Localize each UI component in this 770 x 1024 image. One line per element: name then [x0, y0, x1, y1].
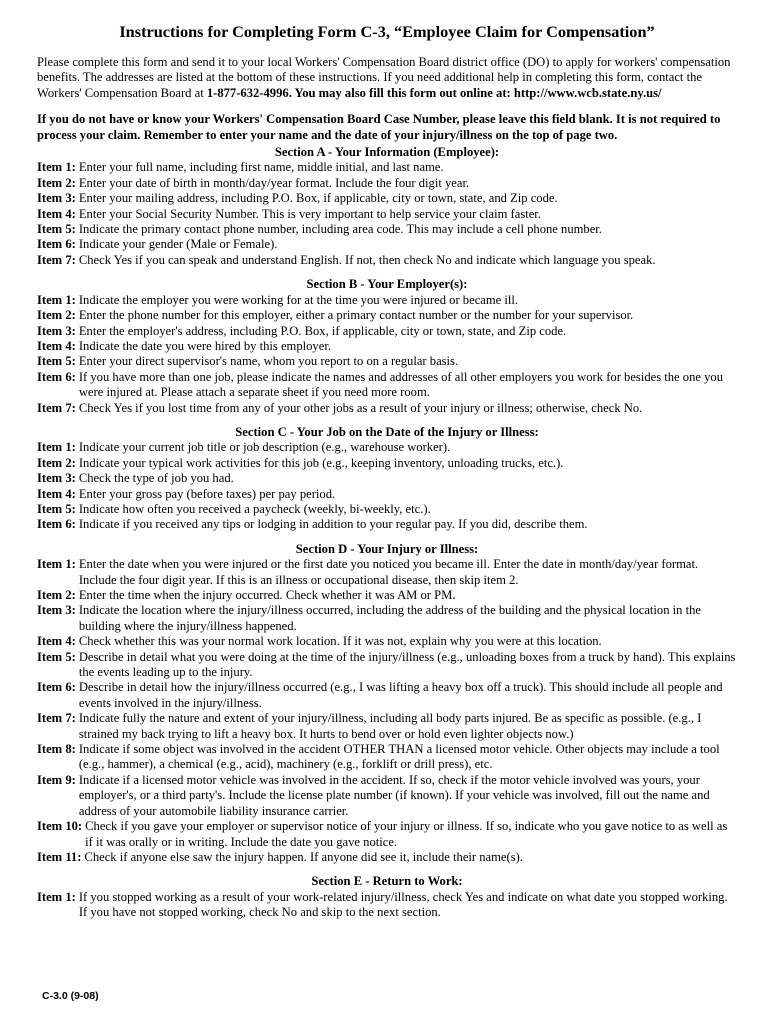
- instruction-item: [37, 487, 737, 502]
- section-c: [37, 425, 737, 533]
- instruction-item: [37, 440, 737, 455]
- item-label: Item 2:: [37, 455, 76, 470]
- instruction-item: [37, 471, 737, 486]
- item-text: Check Yes if you can speak and understand English. If not, then check No and indicate which language you speak.: [78, 252, 656, 267]
- item-label: Item 1:: [37, 440, 76, 455]
- item-text: Check if you gave your employer or supervisor notice of your injury or illness. If so, indicate who you gave notice to as well as if it was orally or in writing. Include the date you gave notice.: [85, 819, 728, 849]
- intro-contact: 1-877-632-4996. You may also fill this form out online at: http://www.wcb.state.ny.us/: [206, 85, 662, 100]
- item-text: Enter your date of birth in month/day/year format. Include the four digit year.: [78, 175, 470, 190]
- instruction-item: [37, 680, 737, 711]
- instruction-item: [37, 207, 737, 222]
- page-title: Instructions for Completing Form C-3, “Employee Claim for Compensation”: [119, 22, 655, 41]
- item-label: Item 4:: [37, 206, 76, 221]
- instruction-item: [37, 293, 737, 308]
- instruction-item: [37, 711, 737, 742]
- item-label: Item 6:: [37, 517, 76, 532]
- instruction-item: [37, 222, 737, 237]
- section-title: Section A - Your Information (Employee):: [274, 145, 500, 160]
- item-label: Item 1:: [37, 557, 76, 572]
- item-text: Indicate if some object was involved in the accident OTHER THAN a licensed motor vehicle. Other objects may include a tool (e.g., hammer), a chemical (e.g., acid), machinery (e.g., forklift or drill press), etc.: [78, 742, 720, 772]
- item-label: Item 8:: [37, 742, 76, 757]
- item-text: Enter your direct supervisor's name, whom you report to on a regular basis.: [78, 354, 459, 369]
- section-title: Section B - Your Employer(s):: [306, 277, 468, 292]
- item-label: Item 9:: [37, 772, 76, 787]
- item-text: If you have more than one job, please indicate the names and addresses of all other employers you work for besides the one you were injured at. Please attach a separate sheet if you need more room.: [78, 369, 724, 400]
- item-text: Enter your full name, including first name, middle initial, and last name.: [78, 160, 444, 175]
- item-text: Indicate how often you received a paycheck (weekly, bi-weekly, etc.).: [78, 501, 431, 516]
- item-label: Item 3:: [37, 191, 76, 206]
- instruction-item: [37, 237, 737, 252]
- instruction-item: [37, 324, 737, 339]
- item-label: Item 7:: [37, 711, 76, 726]
- instruction-item: [37, 650, 737, 681]
- instruction-item: [37, 191, 737, 206]
- instruction-item: [37, 850, 737, 865]
- item-label: Item 11:: [37, 849, 82, 864]
- item-text: Indicate your current job title or job description (e.g., warehouse worker).: [78, 440, 451, 455]
- item-text: Indicate the date you were hired by this employer.: [78, 338, 331, 353]
- instruction-item: [37, 588, 737, 603]
- item-text: Enter your Social Security Number. This is very important to help service your claim faster.: [78, 206, 541, 221]
- item-text: Enter your mailing address, including P.O. Box, if applicable, city or town, state, and Zip code.: [78, 191, 558, 206]
- item-label: Item 6:: [37, 369, 76, 384]
- item-label: Item 5:: [37, 222, 76, 237]
- instruction-item: [37, 502, 737, 517]
- instructions-page: [37, 22, 737, 930]
- item-label: Item 1:: [37, 160, 76, 175]
- item-label: Item 5:: [37, 354, 76, 369]
- item-label: Item 6:: [37, 237, 76, 252]
- sections-container: [37, 145, 737, 921]
- item-label: Item 4:: [37, 634, 76, 649]
- instruction-item: [37, 401, 737, 416]
- item-label: Item 5:: [37, 649, 76, 664]
- item-label: Item 3:: [37, 323, 76, 338]
- item-label: Item 6:: [37, 680, 76, 695]
- item-text: Enter your gross pay (before taxes) per pay period.: [78, 486, 336, 501]
- item-label: Item 5:: [37, 501, 76, 516]
- item-text: Indicate if you received any tips or lodging in addition to your regular pay. If you did, describe them.: [78, 517, 588, 532]
- instruction-item: [37, 557, 737, 588]
- section-title: Section E - Return to Work:: [311, 874, 463, 889]
- section-e: [37, 874, 737, 920]
- item-label: Item 4:: [37, 486, 76, 501]
- item-text: Indicate the location where the injury/illness occurred, including the address of the building and the physical location in the building where the injury/illness happened.: [78, 603, 701, 633]
- item-text: If you stopped working as a result of your work-related injury/illness, check Yes and indicate on what date you stopped working. If you have not stopped working, check No and skip to the next section.: [78, 889, 728, 920]
- instruction-item: [37, 370, 737, 401]
- item-label: Item 4:: [37, 338, 76, 353]
- item-label: Item 1:: [37, 292, 76, 307]
- intro-text: Please complete this form and send it to your local Workers' Compensation Board district office (DO) to apply for workers' compensation benefits. The addresses are listed at the bottom of these instructions. If you need additional help in completing this form, contact the Workers' Compensation Board at: [37, 55, 731, 100]
- section-title: Section D - Your Injury or Illness:: [295, 541, 479, 556]
- instruction-item: [37, 354, 737, 369]
- section-title: Section C - Your Job on the Date of the Injury or Illness:: [235, 424, 539, 439]
- instruction-item: [37, 634, 737, 649]
- section-d: [37, 542, 737, 866]
- instruction-item: [37, 890, 737, 921]
- item-text: Check Yes if you lost time from any of your other jobs as a result of your injury or illness; otherwise, check No.: [78, 400, 643, 415]
- item-text: Check the type of job you had.: [78, 471, 234, 486]
- instruction-item: [37, 176, 737, 191]
- item-label: Item 1:: [37, 889, 76, 904]
- item-label: Item 3:: [37, 471, 76, 486]
- instruction-item: [37, 819, 737, 850]
- item-text: Enter the date when you were injured or the first date you noticed you became ill. Enter the date in month/day/year format. Include the four digit year. If this is an illness or occupational disease, then skip item 2.: [78, 557, 699, 587]
- instruction-item: [37, 253, 737, 268]
- item-label: Item 2:: [37, 175, 76, 190]
- instruction-item: [37, 339, 737, 354]
- form-version-footer: C-3.0 (9-08): [42, 990, 99, 1002]
- item-label: Item 10:: [37, 819, 83, 834]
- item-text: Enter the phone number for this employer, either a primary contact number or the number for your supervisor.: [78, 308, 634, 323]
- instruction-item: [37, 308, 737, 323]
- item-text: Indicate the employer you were working for at the time you were injured or became ill.: [78, 292, 519, 307]
- item-text: Enter the employer's address, including P.O. Box, if applicable, city or town, state, and Zip code.: [78, 323, 567, 338]
- section-b: [37, 277, 737, 416]
- item-text: Check whether this was your normal work location. If it was not, explain why you were at this location.: [78, 634, 602, 649]
- instruction-item: [37, 160, 737, 175]
- instruction-item: [37, 742, 737, 773]
- item-label: Item 3:: [37, 603, 76, 618]
- item-text: Indicate if a licensed motor vehicle was involved in the accident. If so, check if the motor vehicle involved was yours, your employer's, or a third party's. Include the license plate number (if known). If your vehicle was involved, fill out the name and address of your automobile liability insurance carrier.: [78, 772, 710, 818]
- item-text: Indicate your typical work activities for this job (e.g., keeping inventory, unloading trucks, etc.).: [78, 455, 564, 470]
- item-label: Item 2:: [37, 308, 76, 323]
- item-text: Check if anyone else saw the injury happen. If anyone did see it, include their name(s).: [84, 849, 523, 864]
- intro-paragraph: [37, 55, 737, 101]
- item-label: Item 7:: [37, 400, 76, 415]
- instruction-item: [37, 773, 737, 819]
- item-text: Indicate your gender (Male or Female).: [78, 237, 278, 252]
- item-label: Item 2:: [37, 588, 76, 602]
- instruction-item: [37, 603, 737, 634]
- instruction-item: [37, 517, 737, 532]
- item-text: Describe in detail how the injury/illness occurred (e.g., I was lifting a heavy box off a truck). This should include all people and events involved in the injury/illness.: [78, 680, 723, 710]
- instruction-item: [37, 456, 737, 471]
- case-number-notice: If you do not have or know your Workers' Compensation Board Case Number, please leave this field blank. It is not required to process your claim. Remember to enter your name and the date of your injury/illness on the top of page two.: [37, 112, 721, 142]
- item-label: Item 7:: [37, 252, 76, 267]
- item-text: Enter the time when the injury occurred. Check whether it was AM or PM.: [78, 588, 456, 602]
- item-text: Indicate the primary contact phone number, including area code. This may include a cell phone number.: [78, 222, 602, 237]
- item-text: Describe in detail what you were doing at the time of the injury/illness (e.g., unloading boxes from a truck by hand). This explains the events leading up to the injury.: [78, 649, 736, 680]
- section-a: [37, 145, 737, 268]
- item-text: Indicate fully the nature and extent of your injury/illness, including all body parts injured. Be as specific as possible. (e.g., I strained my back trying to lift a heavy box. It hurts to bend over or hold even lighter objects now.): [78, 711, 702, 741]
